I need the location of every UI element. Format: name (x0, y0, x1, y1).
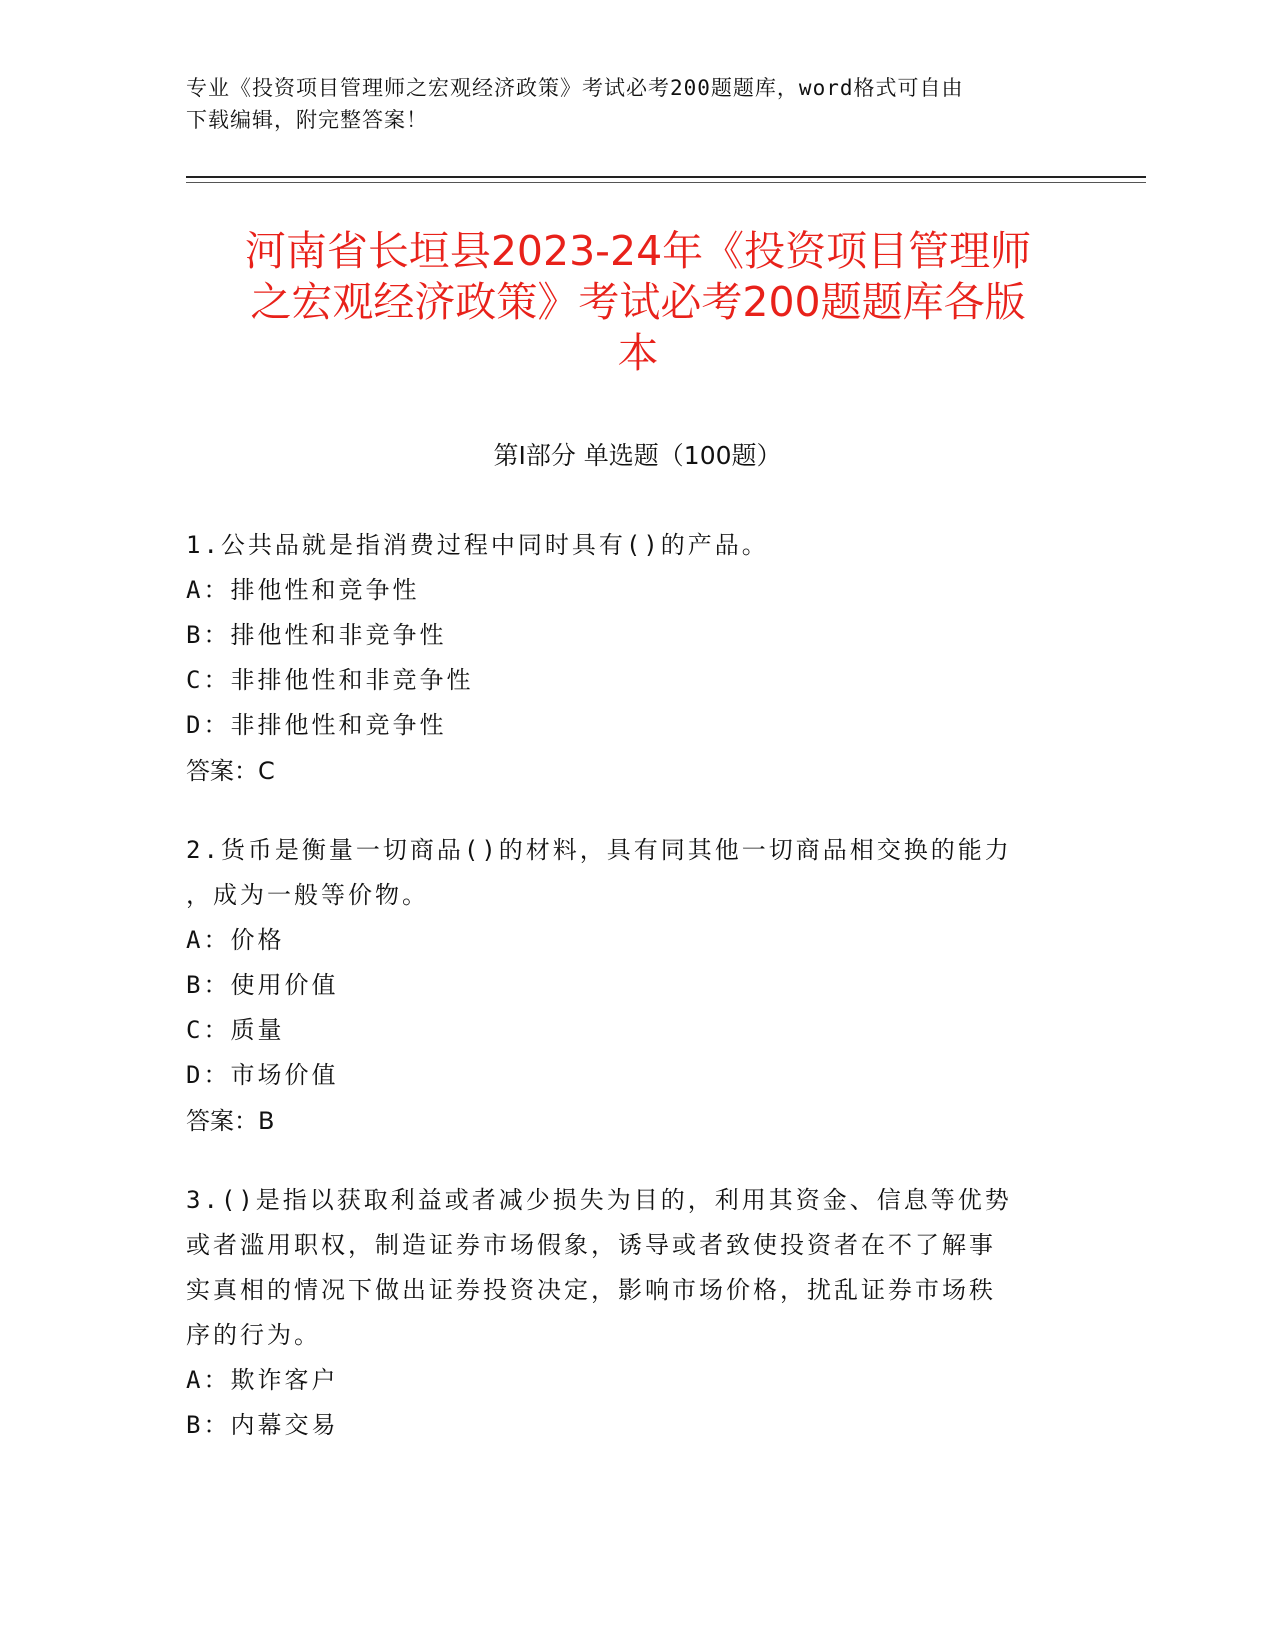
question-stem: 3.()是指以获取利益或者减少损失为目的，利用其资金、信息等优势 (186, 1186, 1012, 1214)
question-stem: 序的行为。 (186, 1321, 321, 1349)
answer: 答案：C (186, 757, 275, 785)
question-2 (186, 828, 1066, 1144)
option-b: B：内幕交易 (186, 1411, 339, 1439)
answer: 答案：B (186, 1107, 275, 1135)
question-1 (186, 523, 1066, 794)
header-note-line-2: 下载编辑，附完整答案！ (186, 108, 428, 132)
option-a: A：排他性和竞争性 (186, 576, 420, 604)
question-list (186, 523, 1066, 1482)
question-stem: 实真相的情况下做出证券投资决定，影响市场价格，扰乱证券市场秩 (186, 1276, 996, 1304)
option-b: B：使用价值 (186, 971, 339, 999)
title-line-3: 本 (617, 329, 659, 377)
header-divider-thin (186, 182, 1146, 183)
option-d: D：市场价值 (186, 1061, 339, 1089)
question-stem: 2.货币是衡量一切商品()的材料，具有同其他一切商品相交换的能力 (186, 836, 1012, 864)
option-a: A：价格 (186, 926, 285, 954)
title-line-2: 之宏观经济政策》考试必考200题题库各版 (250, 278, 1026, 326)
question-3 (186, 1178, 1066, 1448)
header-note (186, 72, 1086, 136)
option-b: B：排他性和非竞争性 (186, 621, 447, 649)
question-stem: ，成为一般等价物。 (186, 881, 429, 909)
option-d: D：非排他性和竞争性 (186, 711, 447, 739)
question-stem: 或者滥用职权，制造证券市场假象，诱导或者致使投资者在不了解事 (186, 1231, 996, 1259)
title-line-1: 河南省长垣县2023-24年《投资项目管理师 (244, 227, 1032, 275)
header-divider-thick (186, 176, 1146, 178)
option-c: C：质量 (186, 1016, 285, 1044)
document-title (186, 226, 1090, 379)
question-stem: 1.公共品就是指消费过程中同时具有()的产品。 (186, 531, 769, 559)
option-a: A：欺诈客户 (186, 1366, 339, 1394)
section-title: 第Ⅰ部分 单选题（100题） (493, 441, 782, 470)
header-note-line-1: 专业《投资项目管理师之宏观经济政策》考试必考200题题库，word格式可自由 (186, 76, 964, 100)
option-c: C：非排他性和非竞争性 (186, 666, 474, 694)
